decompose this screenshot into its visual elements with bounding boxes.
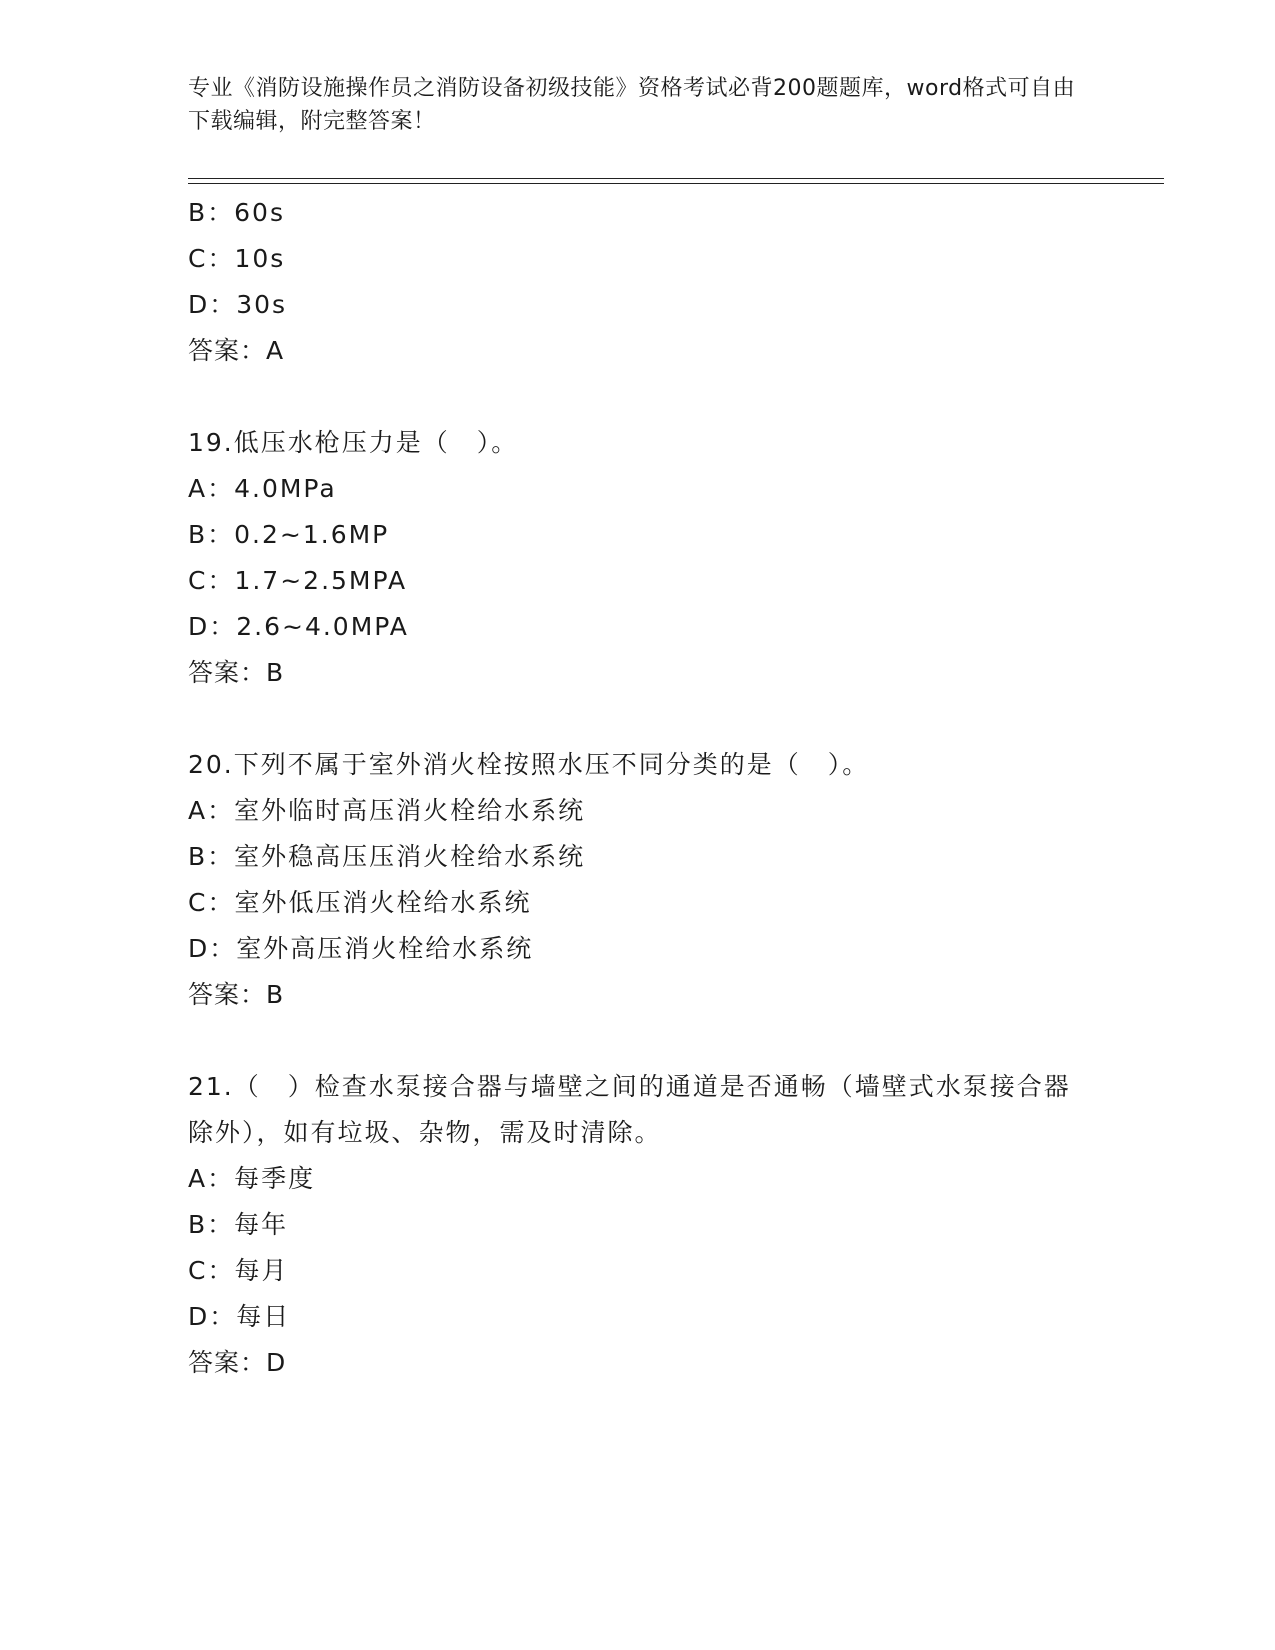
option-b: B：每年: [188, 1210, 289, 1239]
question-text: 19.低压水枪压力是（ ）。: [188, 428, 519, 457]
option-b: B：0.2~1.6MP: [188, 520, 390, 549]
answer: 答案：A: [188, 336, 285, 365]
question-list: [188, 190, 1088, 1386]
option-b: B：室外稳高压压消火栓给水系统: [188, 842, 586, 871]
question-19: [188, 420, 1088, 696]
question-text: 21.（ ）检查水泵接合器与墙壁之间的通道是否通畅（墙壁式水泵接合器除外），如有垃圾、杂物，需及时清除。: [188, 1072, 1071, 1147]
option-c: C：1.7~2.5MPA: [188, 566, 408, 595]
option-c: C：每月: [188, 1256, 289, 1285]
option-d: D：30s: [188, 290, 288, 319]
spacer: [188, 696, 1088, 742]
option-d: D：每日: [188, 1302, 291, 1331]
document-header: 专业《消防设施操作员之消防设备初级技能》资格考试必背200题题库，word格式可自由下载编辑，附完整答案！: [188, 76, 1076, 134]
option-b: B：60s: [188, 198, 285, 227]
option-c: C：室外低压消火栓给水系统: [188, 888, 532, 917]
question-text: 20.下列不属于室外消火栓按照水压不同分类的是（ ）。: [188, 750, 870, 779]
header-rule-bottom: [188, 183, 1164, 184]
answer: 答案：B: [188, 658, 285, 687]
option-a: A：室外临时高压消火栓给水系统: [188, 796, 586, 825]
question-20: [188, 742, 1088, 1018]
question-18-tail: [188, 190, 1088, 374]
option-a: A：4.0MPa: [188, 474, 337, 503]
option-d: D：室外高压消火栓给水系统: [188, 934, 534, 963]
answer: 答案：D: [188, 1348, 287, 1377]
header-rule-top: [188, 178, 1164, 179]
option-c: C：10s: [188, 244, 286, 273]
option-d: D：2.6~4.0MPA: [188, 612, 409, 641]
spacer: [188, 1018, 1088, 1064]
option-a: A：每季度: [188, 1164, 316, 1193]
question-21: [188, 1064, 1088, 1386]
answer: 答案：B: [188, 980, 285, 1009]
spacer: [188, 374, 1088, 420]
